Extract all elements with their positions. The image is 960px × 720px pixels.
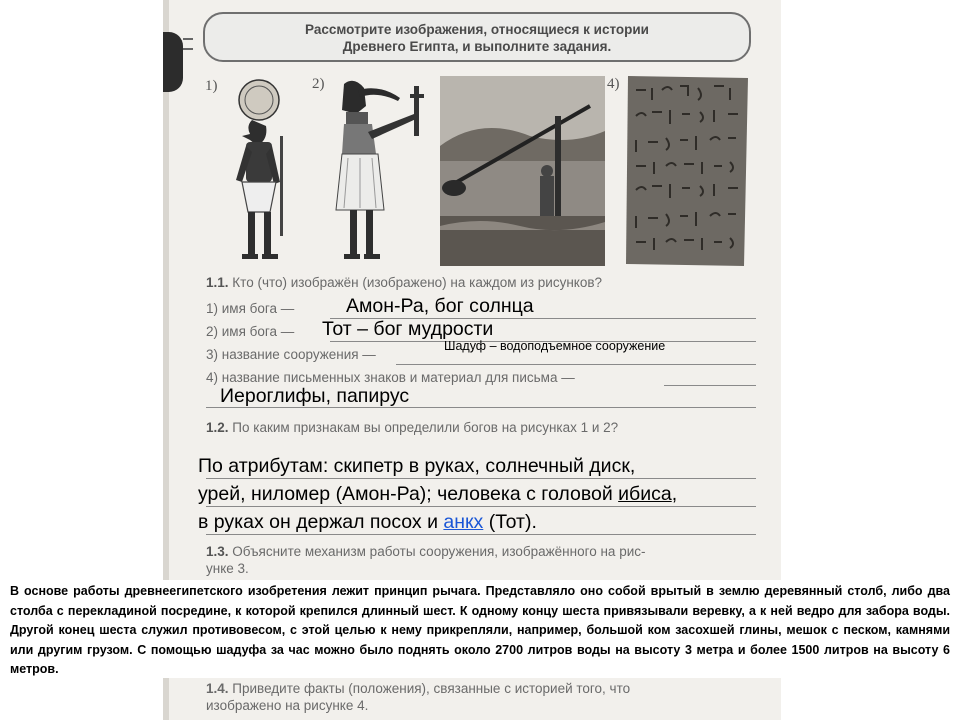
shaduf-picture (440, 76, 605, 266)
answer-line-3 (198, 508, 758, 536)
question-text-line-1 (206, 543, 646, 560)
figure-label-1: 1) (205, 78, 218, 94)
answer-line (664, 385, 756, 386)
answer-line (396, 364, 756, 365)
tab-line (183, 48, 193, 50)
question-number: 1.3. (206, 544, 229, 559)
question-text: По каким признакам вы определили богов на рисунках 1 и 2? (232, 420, 619, 435)
answer-text: в руках он держал посох и (198, 511, 444, 533)
answer-line-1: По атрибутам: скипетр в руках, солнечный диск, (198, 455, 636, 477)
question-text-line-2: изображено на рисунке 4. (206, 698, 369, 713)
answer-line-2 (198, 480, 758, 508)
ankh-link[interactable]: анкх (443, 511, 484, 533)
question-1-2 (206, 420, 618, 435)
question-1-3 (206, 543, 646, 577)
answer-1: Амон-Ра, бог солнца (346, 295, 534, 317)
answer-text: , (671, 483, 678, 505)
answer-text: (Тот). (483, 511, 537, 533)
answer-text: урей, ниломер (Амон-Ра); человека с головой (198, 483, 619, 505)
question-number: 1.1. (206, 275, 229, 290)
answer-2: Тот – бог мудрости (322, 318, 494, 340)
item-label-1: 1) имя бога — (206, 301, 295, 316)
ibis-word: ибиса (618, 483, 672, 505)
tab-line (183, 38, 193, 40)
question-text: Объясните механизм работы сооружения, изображённого на рис- (232, 544, 646, 559)
question-number: 1.4. (206, 681, 229, 696)
hieroglyphs-picture (622, 76, 754, 266)
item-label-4: 4) название письменных знаков и материал для письма — (206, 370, 575, 385)
figure-label-4: 4) (607, 76, 620, 92)
chapter-tab (163, 32, 183, 92)
question-text: Кто (что) изображён (изображено) на каждом из рисунков? (232, 275, 603, 290)
task-header (203, 12, 751, 62)
item-label-3: 3) название сооружения — (206, 347, 376, 362)
figure-label-2: 2) (312, 76, 325, 92)
thoth-figure (318, 76, 438, 266)
question-1-4 (206, 680, 630, 714)
item-label-2: 2) имя бога — (206, 324, 295, 339)
question-text-line-2: унке 3. (206, 561, 249, 576)
header-line-1: Рассмотрите изображения, относящиеся к истории (305, 22, 649, 37)
answer-1-2 (198, 452, 758, 536)
amun-ra-figure (212, 76, 302, 266)
question-number: 1.2. (206, 420, 229, 435)
question-text: Приведите факты (положения), связанные с историей того, что (232, 681, 631, 696)
question-text-line-1 (206, 680, 630, 697)
explanation-text: В основе работы древнеегипетского изобретения лежит принцип рычага. Представляло оно собой врытый в землю деревянный столб, либо два столба с перекладиной посредине, к которой крепился длинный шест. К одному концу шеста привязывали веревку, а к ней ведро для забора воды. Другой конец шеста служил противовесом, с этой целью к нему прикрепляли, например, большой ком засохшей глины, мешок с песком, камнями или другим грузом. С помощью шадуфа за час можно было поднять около 2700 литров воды на высоту 3 метра и более 1500 литров на высоту 6 метров. (0, 580, 960, 678)
question-1-1 (206, 275, 602, 290)
answer-4: Иероглифы, папирус (220, 385, 410, 407)
header-line-2: Древнего Египта, и выполните задания. (342, 39, 612, 54)
answer-3: Шадуф – водоподъемное сооружение (444, 339, 666, 353)
